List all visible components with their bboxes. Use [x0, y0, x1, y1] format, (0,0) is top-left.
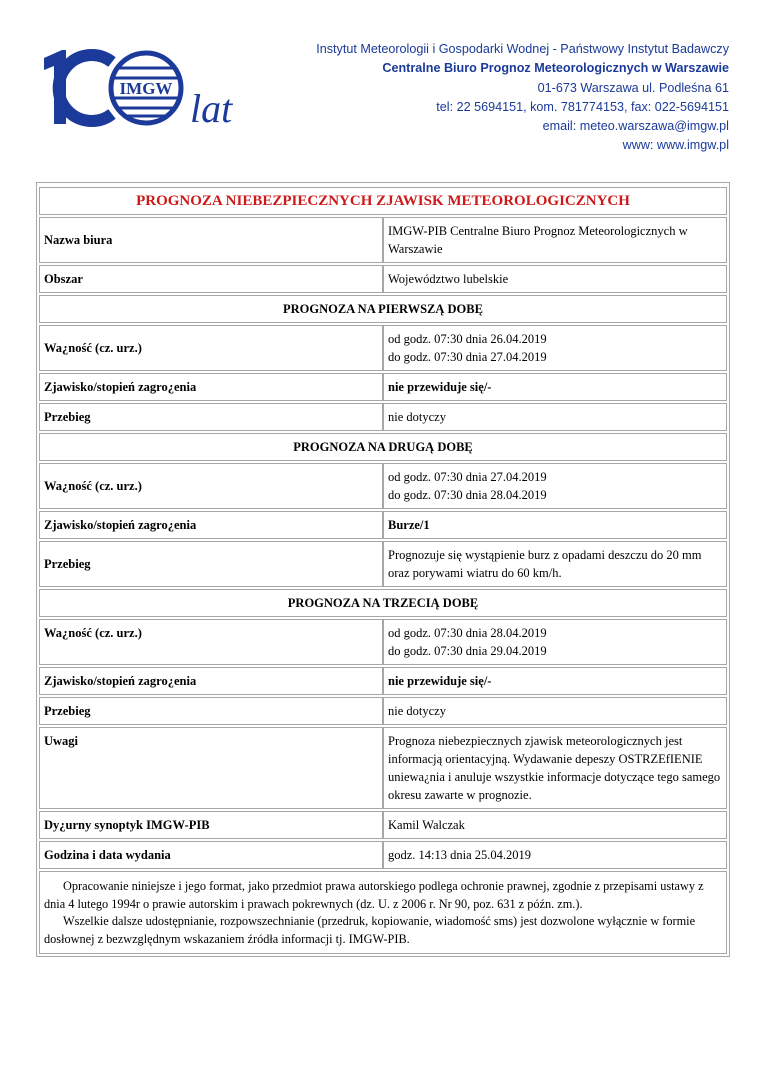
copyright-notice	[39, 871, 727, 954]
day2-heading: PROGNOZA NA DRUGĄ DOBĘ	[39, 433, 727, 461]
office-www[interactable]: www: www.imgw.pl	[622, 138, 729, 153]
office-label: Nazwa biura	[39, 217, 383, 263]
copyright-paragraph-2: Wszelkie dalsze udostępnianie, rozpowszechnianie (przedruk, kopiowanie, wiadomość sms) jest dozwolone wyłącznie w formie dosłownej z bezwzględnym wskazaniem źródła informacji tj. IMGW-PIB.	[44, 914, 696, 946]
office-email[interactable]: email: meteo.warszawa@imgw.pl	[542, 119, 729, 134]
area-value: Województwo lubelskie	[383, 265, 727, 293]
issued-label: Godzina i data wydania	[39, 841, 383, 869]
day1-validity-label: Wa¿ność (cz. urz.)	[39, 325, 383, 371]
day1-course-label: Przebieg	[39, 403, 383, 431]
synoptic-label: Dy¿urny synoptyk IMGW-PIB	[39, 811, 383, 839]
day3-validity-value	[383, 619, 727, 665]
area-label: Obszar	[39, 265, 383, 293]
logo-digit-zero	[59, 55, 112, 121]
day1-phenomenon-label: Zjawisko/stopień zagro¿enia	[39, 373, 383, 401]
imgw-100-lat-logo	[40, 48, 235, 134]
institute-header	[316, 40, 729, 156]
day3-heading: PROGNOZA NA TRZECIĄ DOBĘ	[39, 589, 727, 617]
remarks-value: Prognoza niebezpiecznych zjawisk meteorologicznych jest informacją orientacyjną. Wydawanie depeszy OSTRZEfIENIE uniewa¿nia i anuluje wszystkie informacje dotyczące tego samego okresu zawarte w prognozie.	[383, 727, 727, 809]
day2-validity-label: Wa¿ność (cz. urz.)	[39, 463, 383, 509]
office-name: Centralne Biuro Prognoz Meteorologicznych w Warszawie	[382, 61, 729, 76]
synoptic-value: Kamil Walczak	[383, 811, 727, 839]
day2-validity-from: od godz. 07:30 dnia 27.04.2019	[388, 470, 547, 484]
copyright-paragraph-1: Opracowanie niniejsze i jego format, jako przedmiot prawa autorskiego podlega ochronie prawnej, zgodnie z przepisami ustawy z dnia 4 lutego 1994r o prawie autorskim i prawach pokrewnych (dz. U. z 2006 r. Nr 90, poz. 631 z późn. zm.).	[44, 879, 704, 911]
day1-validity-to: do godz. 07:30 dnia 27.04.2019	[388, 350, 547, 364]
day2-validity-to: do godz. 07:30 dnia 28.04.2019	[388, 488, 547, 502]
remarks-label: Uwagi	[39, 727, 383, 809]
day2-phenomenon-value: Burze/1	[383, 511, 727, 539]
logo-lat-text: lat	[190, 86, 233, 131]
day1-course-value: nie dotyczy	[383, 403, 727, 431]
day1-validity-from: od godz. 07:30 dnia 26.04.2019	[388, 332, 547, 346]
day2-course-value: Prognozuje się wystąpienie burz z opadami deszczu do 20 mm oraz porywami wiatru do 60 km/h.	[383, 541, 727, 587]
issued-value: godz. 14:13 dnia 25.04.2019	[383, 841, 727, 869]
forecast-table	[39, 185, 727, 871]
day1-heading: PROGNOZA NA PIERWSZĄ DOBĘ	[39, 295, 727, 323]
day3-phenomenon-value: nie przewiduje się/-	[383, 667, 727, 695]
day2-course-label: Przebieg	[39, 541, 383, 587]
institute-name: Instytut Meteorologii i Gospodarki Wodnej - Państwowy Instytut Badawczy	[316, 42, 729, 56]
forecast-form	[36, 182, 730, 957]
form-title: PROGNOZA NIEBEZPIECZNYCH ZJAWISK METEOROLOGICZNYCH	[39, 187, 727, 215]
day2-validity-value	[383, 463, 727, 509]
day3-phenomenon-label: Zjawisko/stopień zagro¿enia	[39, 667, 383, 695]
office-address: 01-673 Warszawa ul. Podleśna 61	[537, 80, 729, 95]
day2-phenomenon-label: Zjawisko/stopień zagro¿enia	[39, 511, 383, 539]
logo-emblem-text: IMGW	[119, 79, 173, 98]
day1-validity-value	[383, 325, 727, 371]
day3-course-value: nie dotyczy	[383, 697, 727, 725]
office-value: IMGW-PIB Centralne Biuro Prognoz Meteorologicznych w Warszawie	[383, 217, 727, 263]
day1-phenomenon-value: nie przewiduje się/-	[383, 373, 727, 401]
day3-validity-label: Wa¿ność (cz. urz.)	[39, 619, 383, 665]
day3-validity-from: od godz. 07:30 dnia 28.04.2019	[388, 626, 547, 640]
day3-course-label: Przebieg	[39, 697, 383, 725]
day3-validity-to: do godz. 07:30 dnia 29.04.2019	[388, 644, 547, 658]
office-phone: tel: 22 5694151, kom. 781774153, fax: 022-5694151	[436, 99, 729, 114]
